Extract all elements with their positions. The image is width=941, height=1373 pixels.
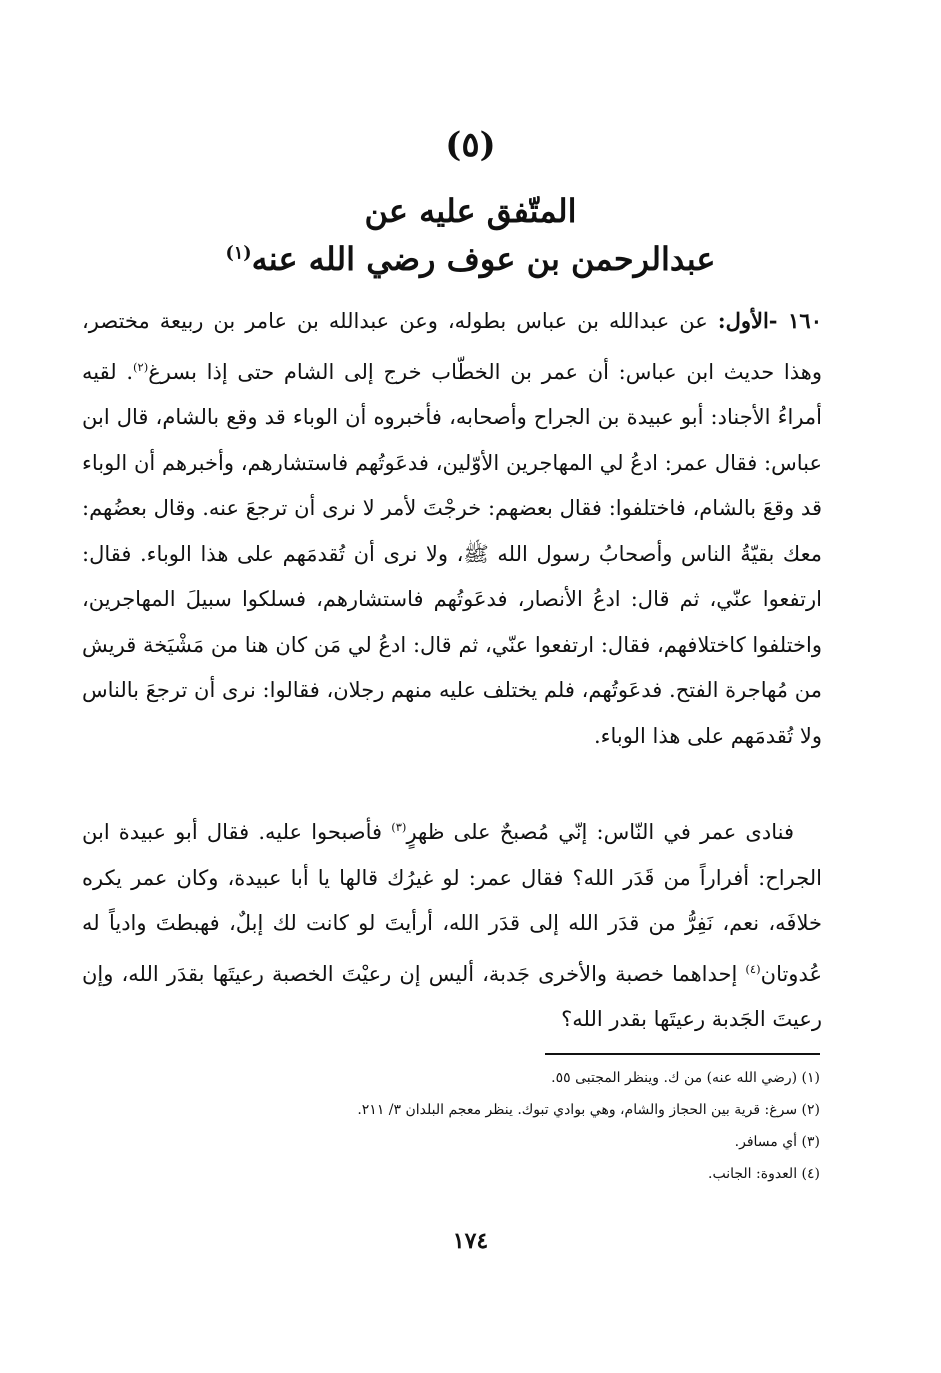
footnote-ref-4: (٤): [745, 961, 761, 976]
paragraph-text: عن عبدالله بن عباس بطوله، وعن عبدالله بن عامر بن ربيعة مختصر، وهذا حديث ابن عباس: أن عمر بن الخطّاب خرج إلى الشام حتى إذا بسرغ: [82, 309, 822, 384]
paragraph-text: فأصبحوا عليه. فقال أبو عبيدة ابن الجراح: أفراراً من قَدَر الله؟ فقال عمر: لو غيرُك قالها يا أبا عبيدة، وكان عمر يكره خلافَه، نعم، نَفِرُّ من قدَر الله إلى قدَر الله، أرأيتَ لو كانت لك إبلٌ، فهبطتَ وادياً له عُدوتان: [82, 820, 822, 986]
footnote-ref-1: (١): [225, 242, 252, 264]
chapter-number: (٥): [445, 125, 496, 165]
footnote-divider: [545, 1053, 820, 1055]
hadith-number: ١٦٠ -الأول:: [717, 308, 822, 333]
footnotes: [82, 1062, 820, 1190]
paragraph-hadith-160: [82, 298, 822, 759]
paragraph-text: . لقيه أمراءُ الأجناد: أبو عبيدة بن الجراح وأصحابه، فأخبروه أن الوباء قد وقع بالشام، قال ابن عباس: فقال عمر: ادعُ لي المهاجرين الأوّلين، فدعَوتُهم فاستشارهم، وأخبرهم أن الوباء قد وقعَ بالشام، فاختلفوا: فقال بعضهم: خرجْتَ لأمر لا نرى أن ترجعَ عنه. وقال بعضُهم: معك بقيّةُ الناس وأصحابُ رسول الله ﷺ، ولا نرى أن تُقدمَهم على هذا الوباء. فقال: ارتفعوا عنّي، ثم قال: ادعُ الأنصار، فدعَوتُهم فاستشارهم، فسلكوا سبيلَ المهاجرين، واختلفوا كاختلافهم، فقال: ارتفعوا عنّي، ثم قال: ادعُ لي مَن كان هنا من مَشْيَخة قريش من مُهاجرة الفتح. فدعَوتُهم، فلم يختلف عليه منهم رجلان، فقالوا: نرى أن ترجعَ بالناس ولا تُقدمَهم على هذا الوباء.: [82, 359, 822, 748]
paragraph-text: إحداهما خصبة والأخرى جَدبة، أليس إن رعيْتَ الخصبة رعيتَها بقدَر الله، وإن رعيتَ الجَدبة رعيتَها بقدر الله؟: [82, 961, 822, 1031]
footnote-1: (١) (رضي الله عنه) من ك. وينظر المجتبى ٥٥.: [551, 1070, 820, 1086]
footnote-2: (٢) سرغ: قرية بين الحجاز والشام، وهي بوادي تبوك. ينظر معجم البلدان ٣/ ٢١١.: [357, 1102, 820, 1118]
subtitle-text: عبدالرحمن بن عوف رضي الله عنه: [251, 240, 716, 278]
footnote-ref-3: (٣): [391, 820, 407, 834]
paragraph-continuation: [82, 805, 822, 1043]
footnote-3: (٣) أي مسافر.: [734, 1134, 820, 1150]
chapter-subtitle: [0, 240, 941, 278]
footnote-4: (٤) العدوة: الجانب.: [708, 1166, 820, 1182]
footnote-ref-2: (٢): [133, 359, 149, 374]
paragraph-text: فنادى عمر في النّاس: إنّي مُصبحٌ على ظهرٍ: [406, 820, 794, 844]
page-number: ١٧٤: [452, 1228, 489, 1254]
chapter-title: المتّفق عليه عن: [364, 192, 577, 230]
